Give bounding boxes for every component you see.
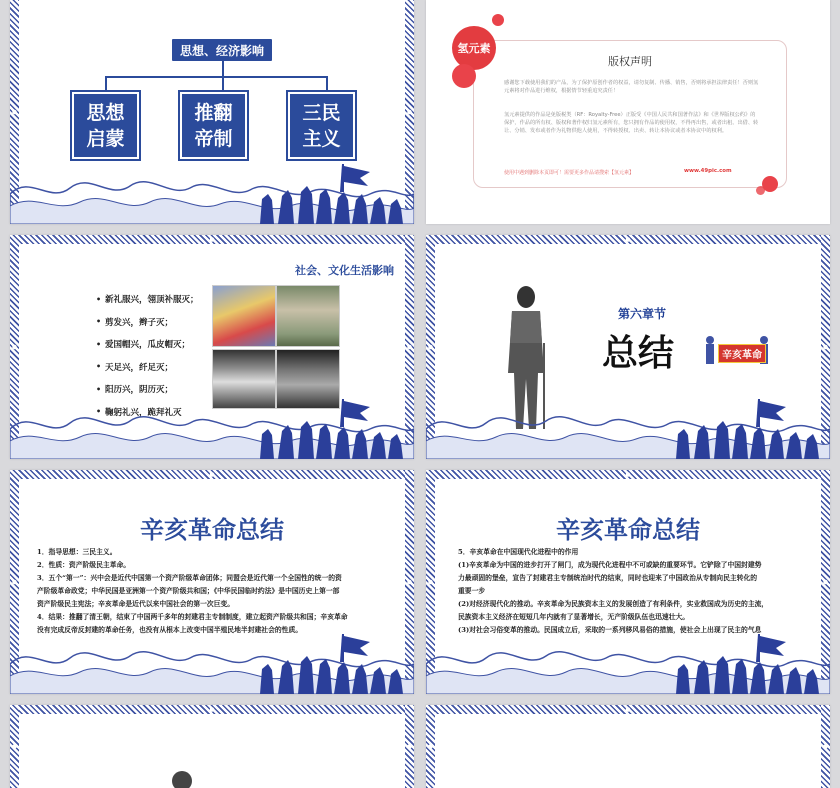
copyright-footer: 使用中遇到删除本页即可！需要更多作品请搜索【氢元素】 [504, 170, 635, 176]
text-line: 重要一步 [458, 587, 486, 595]
connector-line [222, 61, 224, 77]
connector-line [105, 76, 327, 78]
decor-dot [492, 14, 504, 26]
border-pattern [10, 235, 414, 244]
brand-logo: 氢元素 [452, 26, 496, 70]
slide-thumbnail-7[interactable] [10, 705, 414, 788]
border-pattern [426, 235, 830, 244]
connector-line [326, 76, 328, 92]
border-pattern [10, 705, 414, 714]
badge-image [702, 330, 772, 372]
text-line: 3．五个“第一”：兴中会是近代中国第一个资产阶级革命团体；同盟会是近代第一个全国性的统一的资 [37, 574, 342, 582]
copyright-paragraph: 氢元素提供的作品是免版税类（RF：Royalty-Free）正版受《中国人民共和国著作法》和《世界版权公约》的保护，作品的所有权、版权和著作权归氢元素所有，您只拥有作品的使用权，不得再出售，或者出租、出借、转让、分销、发布或者作为礼物供他人使用，不得转授权、出卖、转让本协议或者本协议中的权利。 [504, 112, 759, 134]
text-line: 4．结果：推翻了清王朝，结束了中国两千多年的封建君主专制制度，建立起资产阶级共和国；辛亥革命 [37, 613, 348, 621]
historical-photo [276, 285, 340, 347]
bottom-wave-pattern [10, 634, 414, 694]
text-line: 力最顽固的堡垒，宣告了封建君主专制统治时代的结束，同时也迎来了中国政治从专制向民主转化的 [458, 574, 758, 582]
summary-text [37, 546, 397, 637]
border-pattern [426, 705, 830, 714]
slide-title: 总结 [602, 332, 675, 374]
decor-dot [756, 186, 765, 195]
chapter-label: 第六章节 [618, 307, 667, 321]
border-pattern [426, 470, 830, 479]
copyright-title: 版权声明 [608, 55, 652, 68]
border-pattern [426, 705, 435, 788]
bottom-wave-pattern [10, 164, 414, 224]
summary-text [458, 546, 818, 637]
slide-title: 辛亥革命总结 [140, 515, 284, 544]
border-pattern [10, 470, 414, 479]
text-line: 5．辛亥革命在中国现代化进程中的作用 [458, 548, 579, 556]
concept-box: 三民 主义 [290, 94, 353, 157]
text-line: 产阶级革命政党；中华民国是亚洲第一个资产阶级共和国；《中华民国临时约法》是中国历史上第一部 [37, 587, 340, 595]
border-pattern [405, 705, 414, 788]
slide-thumbnail-8[interactable] [426, 705, 830, 788]
list-item: • 剪发兴，辫子灭； [96, 317, 174, 328]
list-item: • 新礼服兴，翎顶补服灭； [96, 294, 199, 306]
bottom-wave-pattern [426, 399, 830, 459]
text-line: 2．性质：资产阶级民主革命。 [37, 561, 131, 569]
copyright-paragraph: 感谢您下载使用我们的产品，为了保护原创作者的权益，请勿复制、传播、销售，否则将承担法律责任！否则氢元素将对作品进行维权，根据情节轻重追究责任！ [504, 80, 759, 94]
slide-thumbnail-6[interactable] [426, 470, 830, 694]
text-line: (1)辛亥革命为中国的进步打开了闸门，成为现代化进程中不可或缺的重要环节。它铲除了中国封建势 [458, 561, 762, 569]
decor-dot [452, 64, 476, 88]
slide-thumbnail-3[interactable] [10, 235, 414, 459]
badge-label: 辛亥革命 [718, 344, 766, 363]
connector-line [222, 76, 224, 92]
list-item: • 鞠躬礼兴，跪拜礼灭 [96, 407, 182, 418]
slide-thumbnail-5[interactable] [10, 470, 414, 694]
text-line: (3)对社会习俗变革的推动。民国成立后，采取的一系列移风易俗的措施，使社会上出现了民主的气息 [458, 626, 762, 634]
copyright-card [473, 40, 787, 188]
bottom-wave-pattern [426, 634, 830, 694]
list-item: • 阳历兴，阴历灭； [96, 384, 174, 396]
bottom-wave-pattern [10, 399, 414, 459]
slide-thumbnail-4[interactable] [426, 235, 830, 459]
border-pattern [821, 705, 830, 788]
text-line: 民族资本主义经济在短短几年内就有了显著增长，无产阶级队伍也迅速壮大。 [458, 613, 690, 621]
historical-photo [212, 285, 276, 347]
text-line: 资产阶级民主宪法；辛亥革命是近代以来中国社会的第一次巨变。 [37, 600, 235, 608]
slide-thumbnail-2[interactable] [426, 0, 830, 224]
text-line: 1．指导思想：三民主义。 [37, 548, 117, 556]
concept-box: 思想 启蒙 [74, 94, 137, 157]
website-link[interactable]: www.49pic.com [684, 168, 732, 174]
list-item: • 天足兴，纤足灭； [96, 362, 174, 373]
slide-title: 辛亥革命总结 [556, 515, 700, 544]
border-pattern [10, 705, 19, 788]
slide-thumbnail-1[interactable] [10, 0, 414, 224]
slide-heading: 思想、经济影响 [172, 39, 272, 61]
text-line: 没有完成反帝反封建的革命任务，也没有从根本上改变中国半殖民地半封建社会的性质。 [37, 626, 303, 634]
slide-heading: 社会、文化生活影响 [295, 264, 394, 277]
text-line: (2)对经济现代化的推动。辛亥革命为民族资本主义的发展创造了有利条件，实业救国成为历史的主流， [458, 600, 769, 608]
portrait-figure [165, 767, 199, 788]
connector-line [105, 76, 107, 92]
list-item: • 爱国帽兴，瓜皮帽灭； [96, 339, 191, 351]
concept-box: 推翻 帝制 [182, 94, 245, 157]
